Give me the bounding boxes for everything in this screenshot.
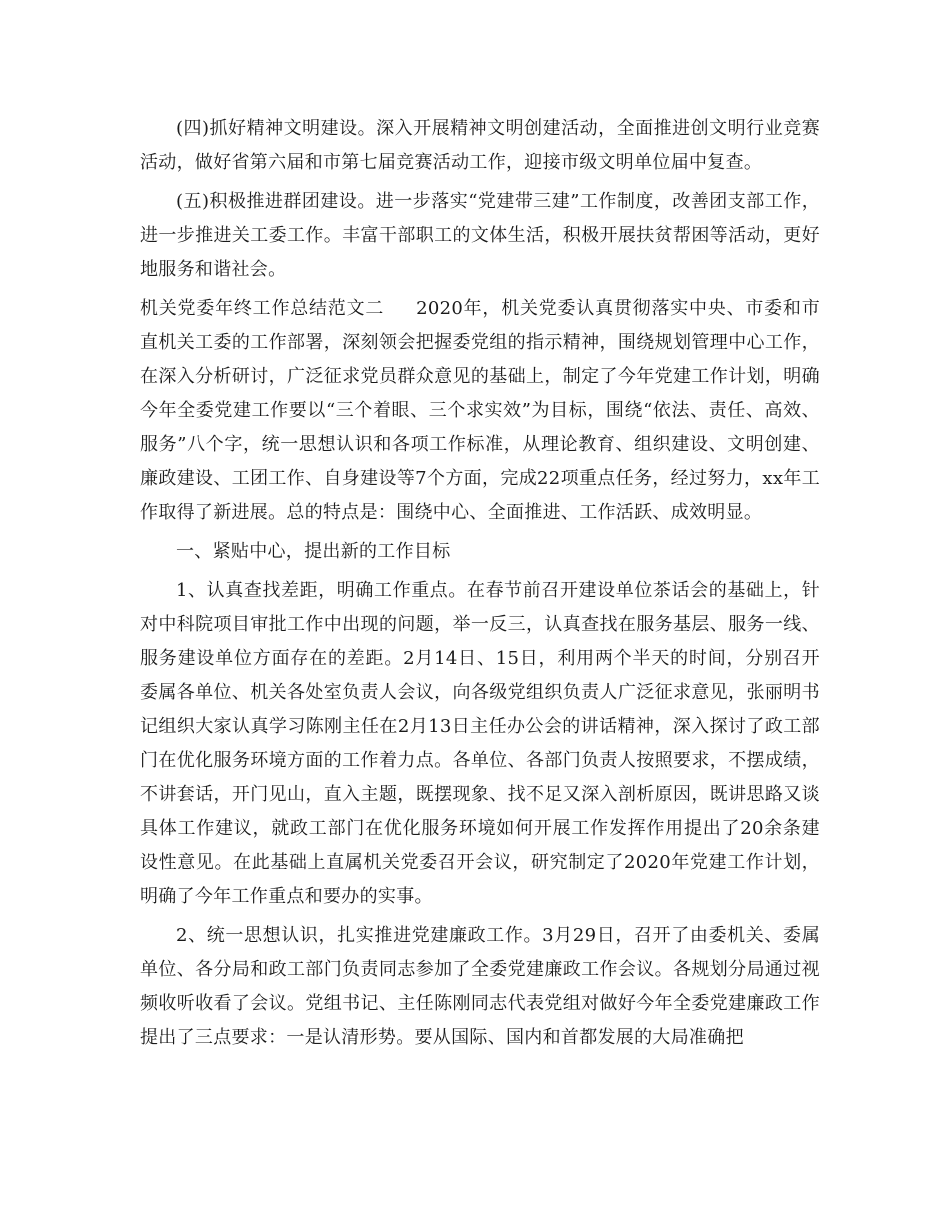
paragraph-summary-intro — [140, 292, 820, 530]
summary-intro-text: 2020年，机关党委认真贯彻落实中央、市委和市直机关工委的工作部署，深刻领会把握委党组的指示精神，围绕规划管理中心工作，在深入分析研讨，广泛征求党员群众意见的基础上，制定了今年党建工作计划，明确今年全委党建工作要以“三个着眼、三个求实效”为目标，围绕“依法、责任、高效、服务”八个字，统一思想认识和各项工作标准，从理论教育、组织建设、文明创建、廉政建设、工团工作、自身建设等7个方面，完成22项重点任务，经过努力，xx年工作取得了新进展。总的特点是：围绕中心、全面推进、工作活跃、成效明显。 — [140, 298, 820, 523]
paragraph-item-two: 2、统一思想认识，扎实推进党建廉政工作。3月29日，召开了由委机关、委属单位、各分局和政工部门负责同志参加了全委党建廉政工作会议。各规划分局通过视频收听收看了会议。党组书记、主任陈刚同志代表党组对做好今年全委党建廉政工作提出了三点要求：一是认清形势。要从国际、国内和首都发展的大局准确把 — [140, 925, 820, 1048]
paragraph-spiritual-civilization: (四)抓好精神文明建设。深入开展精神文明创建活动，全面推进创文明行业竞赛活动，做好省第六届和市第七届竞赛活动工作，迎接市级文明单位届中复查。 — [140, 118, 820, 173]
document-body — [140, 112, 820, 1060]
paragraph-mass-organizations: (五)积极推进群团建设。进一步落实“党建带三建”工作制度，改善团支部工作，进一步推进关工委工作。丰富干部职工的文体生活，积极开展扶贫帮困等活动，更好地服务和谐社会。 — [140, 191, 820, 280]
section-heading-one: 一、紧贴中心，提出新的工作目标 — [176, 541, 451, 562]
section-title: 机关党委年终工作总结范文二 — [140, 298, 385, 319]
paragraph-item-one: 1、认真查找差距，明确工作重点。在春节前召开建设单位茶话会的基础上，针对中科院项目审批工作中出现的问题，举一反三，认真查找在服务基层、服务一线、服务建设单位方面存在的差距。2月14日、15日，利用两个半天的时间，分别召开委属各单位、机关各处室负责人会议，向各级党组织负责人广泛征求意见，张丽明书记组织大家认真学习陈刚主任在2月13日主任办公会的讲话精神，深入探讨了政工部门在优化服务环境方面的工作着力点。各单位、各部门负责人按照要求，不摆成绩，不讲套话，开门见山，直入主题，既摆现象、找不足又深入剖析原因，既讲思路又谈具体工作建议，就政工部门在优化服务环境如何开展工作发挥作用提出了20余条建设性意见。在此基础上直属机关党委召开会议，研究制定了2020年党建工作计划，明确了今年工作重点和要办的实事。 — [140, 580, 820, 907]
